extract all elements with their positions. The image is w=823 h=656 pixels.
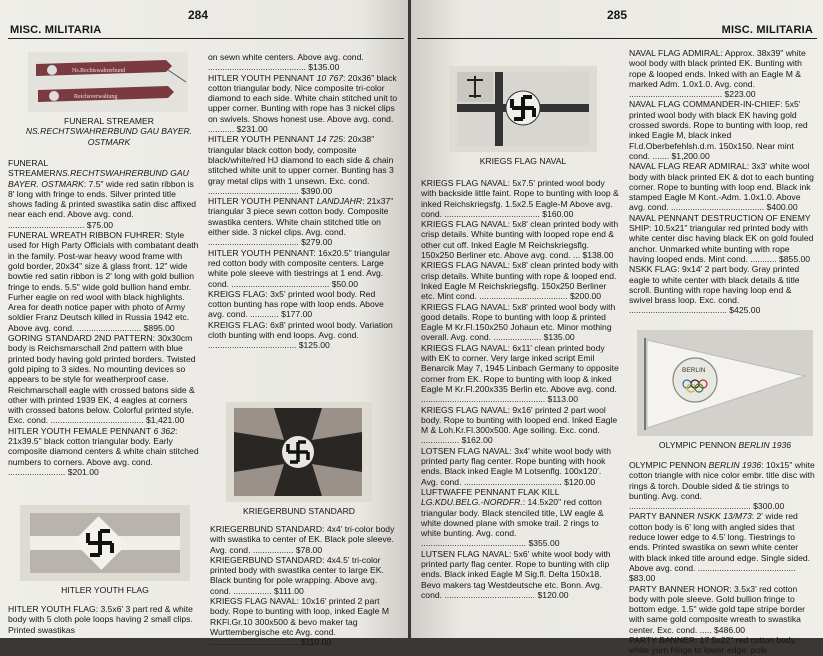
listing-entry: on sewn white centers. Above avg. cond. ......................................... $135.00	[208, 52, 364, 73]
right-column-2-bottom	[629, 460, 815, 656]
right-column-1	[421, 178, 619, 600]
kriegerbund-caption: KRIEGERBUND STANDARD	[242, 506, 356, 516]
listing-entry: FUNERAL WREATH RIBBON FUHRER: Style used for High Party Officials with combatant death in the family. Post-war heavy wood frame with gold border, 20x34" size & glass front. 12" wide bowtie red satin ribbon is 2' long with gold bullion fringe to ends. 5.5" wide gold bullion hand embr. Furher eagle on red wool with black highlights. Area for death notice paper with photo of Army soldier Franz Deutsch killed in Russia 1942 etc. Above avg. cond. ........................... $895.00	[8, 230, 199, 333]
left-column-2	[208, 52, 400, 351]
streamer-caption: FUNERAL STREAMER NS.RECHTSWAHRERBUND GAU BAYER. OSTMARK	[25, 116, 193, 147]
listing-entry: KRIEGS FLAG NAVAL: 5x8' clean printed body with crisp details. White bunting with looped rope end & other cut off. Inked Eagle M Reichskriegsflg. 150x250 Berliner etc. Above avg. cond. ... $138.00	[421, 219, 619, 261]
right-page	[411, 0, 823, 656]
listing-entry: NAVAL FLAG COMMANDER-IN-CHIEF: 5x5' printed wool body with black EK having gold crossed swords. Rope to bunting with loop, red inked Eagle M, black inked Fl.d.Oberbefehlsh.d.m. 150x150. Near mint cond. ....... $1,200.00	[629, 99, 808, 161]
listing-entry: PARTY BANNER HONOR: 3.5x3' red cotton body with pole sleeve. Gold bullion fringe to bottom edge. 1.5" wide gold tape stripe border with same gold composite wreath to swastika center. Exc. cond. ..... $486.00	[629, 583, 805, 635]
listing-entry: KRIEGS FLAG NAVAL: 5x8' printed wool body with good details. Rope to bunting with loop & printed Eagle M Kr.Fl.150x250 Johaun etc. Minor mothing overall. Avg. cond. .................... $135.00	[421, 301, 616, 343]
section-header: MISC. MILITARIA	[10, 24, 102, 36]
listing-entry: PARTY BANNER NSKK 13/M73: 2' wide red cotton body is 6' long with angled sides that reduce lower edge to 4.5' long. Tiestrings to ends. Printed swastika on sewn white center with black inked title around edge. Single sided. Above avg. cond. ......................................... $83.00	[629, 511, 811, 584]
page-number: 284	[188, 8, 209, 22]
listing-entry: NSKK FLAG: 9x14' 2 part body. Gray printed eagle to white center with black details & title scroll. Bunting with rope having loop end & swivel brass loop. Exc. cond. ......................................... $425.00	[629, 264, 800, 316]
left-column-1	[8, 158, 200, 477]
listing-entry: KRIEGERBUND STANDARD: 4x4' tri-color body with swastika to center of EK. Black pole sleeve. Avg. cond. ................. $78.00	[210, 524, 395, 555]
listing-entry: HITLER YOUTH PENNANT 14 725: 20x38" triangular black cotton body, composite black/white/red HJ diamond to each side & chain stitched white unit to upper corner. Bunting has 3 gray metal clips with 1 unsewn. Exc. cond. ...................................... $390.00	[208, 134, 394, 196]
olympic-emblem-text: BERLIN	[682, 367, 706, 374]
funeral-streamer-photo	[28, 52, 188, 112]
listing-entry: HITLER YOUTH PENNANT 10 767: 20x36" black cotton triangular body. Nice composite tri-color diamond to each side. White chain stitched unit to upper corner. Bunting with rope has 3 nickel clips on swivels. Shows honest use. Above avg. cond. ........... $231.00	[208, 72, 398, 135]
streamer-lettering-top: Ns.Rechtswahrerbund	[72, 68, 126, 74]
listing-entry: HITLER YOUTH PENNANT LANDJAHR: 21x37" triangular 3 piece sewn cotton body. Composite swastika centers. White chain stitched title on either side. 3 nickel clips. Avg. cond. ...................................... $279.00	[208, 196, 394, 248]
header-rule	[417, 38, 817, 39]
listing-entry: KRIEGS FLAG NAVAL: 10x16' printed 2 part body. Rope to bunting with loop, inked Eagle M RKFl.Gr.10 300x500 & bevo maker tag Wurttembergische etc Avg. cond. ..................................... $110.00	[210, 596, 389, 648]
left-column-2-bottom	[210, 524, 400, 648]
listing-entry: LUFTWAFFE PENNANT FLAK KILL LG.KDU.BELG.-NORDFR.: 14.5x20" red cotton triangular body. Black stenciled title, LW eagle & white downed plane with smoke trail. 2 rings to white bunting. Avg. cond. ............................................ $355.00	[421, 486, 604, 549]
kriegs-flag-naval-caption: KRIEGS FLAG NAVAL	[479, 156, 567, 166]
hitler-youth-flag-photo	[20, 505, 190, 581]
listing-entry: PARTY BANNER: 17.5x22" red cotton body, white yarn fringe to lower edge, pole	[629, 635, 797, 656]
listing-entry: KREIGS FLAG: 3x5' printed wool body. Red cotton bunting has rope with loop ends. Above avg. cond. ............ $177.00	[208, 288, 384, 320]
listing-entry: KREIGS FLAG: 6x8' printed wool body. Variation cloth bunting with end loops. Avg. cond. ..................................... $125.00	[208, 319, 393, 351]
page-number: 285	[607, 8, 628, 22]
kriegs-flag-naval-photo	[449, 66, 597, 152]
olympic-pennon-photo	[637, 330, 813, 436]
listing-entry: HITLER YOUTH FEMALE PENNANT 6 362: 21x39.5" black cotton triangular body. Early composite diamond centers & white chain stitched numbers to corners. Above avg. cond. ........................ $201.00	[8, 425, 199, 477]
listing-entry: LOTSEN FLAG NAVAL: 3x4' white wool body with printed party flag center. Rope bunting with hook ends. Black inked Eagle M Lotsenflg. 100x120'. Avg. cond. ......................................... $120.00	[421, 445, 611, 487]
hitler-youth-flag-caption: HITLER YOUTH FLAG	[61, 585, 149, 595]
listing-entry: OLYMPIC PENNON BERLIN 1936: 10x15" white cotton triangle with nice color embr. title disc with rings & torch. Double sided & tie strings to bunting. Avg. cond. ................................................... $300.00	[629, 460, 815, 512]
listing-entry: KRIEGS FLAG NAVAL: 9x16' printed 2 part wool body. Rope to bunting with looped end. Inked Eagle M & Loh.Kr.Fl.300x500. Age soiling. Exc. cond. ................ $162.00	[421, 404, 618, 446]
left-column-1-bottom	[8, 604, 204, 635]
listing-entry: KRIEGS FLAG NAVAL: 5x8' clean printed body with crisp details. White bunting with rope & looped end. Inked Eagle M Reichskriegsflg. 150x250 Berliner etc. Mint cond. ..................................... $200.00	[421, 260, 619, 302]
listing-entry: HITLER YOUTH PENNANT: 16x20.5" triangular red cotton body with composite centers. Large white pole sleeve with tiestrings at 1 end. Avg. cond. ......................................... $50.00	[208, 247, 391, 289]
listing-entry: NAVAL FLAG ADMIRAL: Approx. 38x39" white wool body with black printed EK. Bunting with rope & looped ends. Inked with an Eagle M & marked Adm. 1.0x1.0. Avg. cond. ....................................... $223.00	[629, 48, 806, 100]
section-header: MISC. MILITARIA	[721, 24, 813, 36]
listing-entry: HITLER YOUTH FLAG: 3.5x6' 3 part red & white body with 5 cloth pole loops having 2 small clips. Printed swastikas	[8, 604, 193, 635]
listing-entry: GORING STANDARD 2ND PATTERN: 30x30cm body is Reichsmarschall 2nd pattern with blue printed body having gold printed borders. Twisted gold piping to 3 sides. No mounting devices so appears to be style for weatherproof case. Reichmarschall eagle with crossed batons side & other with printed 1939 EK, 4 eagles at corners with crossed batons below. Colorful printed style. Exc. cond. ....................................... $1,421.00	[8, 333, 196, 426]
listing-entry: LUTSEN FLAG NAVAL: 5x6' white wool body with printed party flag center. Rope to bunting with clip ends. Black inked Eagle M Sig.fl. Delta 150x18. Bevo makers tag Westdeutsche etc. Bonn. Avg. cond. ...................................... $120.00	[421, 548, 611, 600]
left-page	[0, 0, 408, 648]
streamer-lettering-bottom: Reichsverwaltung	[74, 94, 118, 100]
olympic-pennon-caption: OLYMPIC PENNON BERLIN 1936	[658, 440, 792, 450]
listing-entry: KRIEGERBUND STANDARD: 4x4.5' tri-color printed body with swastika center to large EK. Black bunting for pole wrapping. Above avg. cond. ................ $111.00	[210, 554, 384, 596]
right-column-2	[629, 48, 815, 316]
listing-entry: KRIEGS FLAG NAVAL: 6x11' clean printed body with EK to corner. Very large inked script Emil Benarcik May 7, 1945 Linbach Germany to opposite corner from EK. Rope to bunting with loop & inked Eagle M Kr.Fl.200x335 Berlin etc. Above avg. cond. .................................................... $113.00	[421, 342, 619, 405]
kriegerbund-standard-photo	[226, 402, 372, 502]
header-rule	[8, 38, 404, 39]
listing-entry: NAVAL FLAG REAR ADMIRAL: 3x3' white wool body with black printed EK & dot to each bunting corner. Rope to bunting with loop end. Black ink stamped Eagle M Kont.-Adm. 1.0x1.0. Above avg. cond. ....................................... $400.00	[629, 161, 814, 213]
listing-entry: NAVAL PENNANT DESTRUCTION OF ENEMY SHIP: 10.5x21" triangular red printed body with white center disc having black EK on gold fouled anchor. Unmarked white bunting with rope having looped ends. Mint cond. ........... $855.00	[629, 212, 814, 264]
listing-entry: KRIEGS FLAG NAVAL: 5x7.5' printed wool body with backside little faint. Rope to bunting with loop & inked Reichskriegsfg. 1.5x2.5 Eagle-M Above avg. cond. ........................................ $160.00	[421, 178, 619, 219]
listing-entry: FUNERAL STREAMERNS.RECHTSWAHRERBUND GAU BAYER. OSTMARK: 7.5" wide red satin ribbon is 8' long with fringe to ends. Silver printed title shows fading & printed swastika satin disc affixed near each end. Above avg. cond. ................................ $75.00	[8, 158, 197, 230]
